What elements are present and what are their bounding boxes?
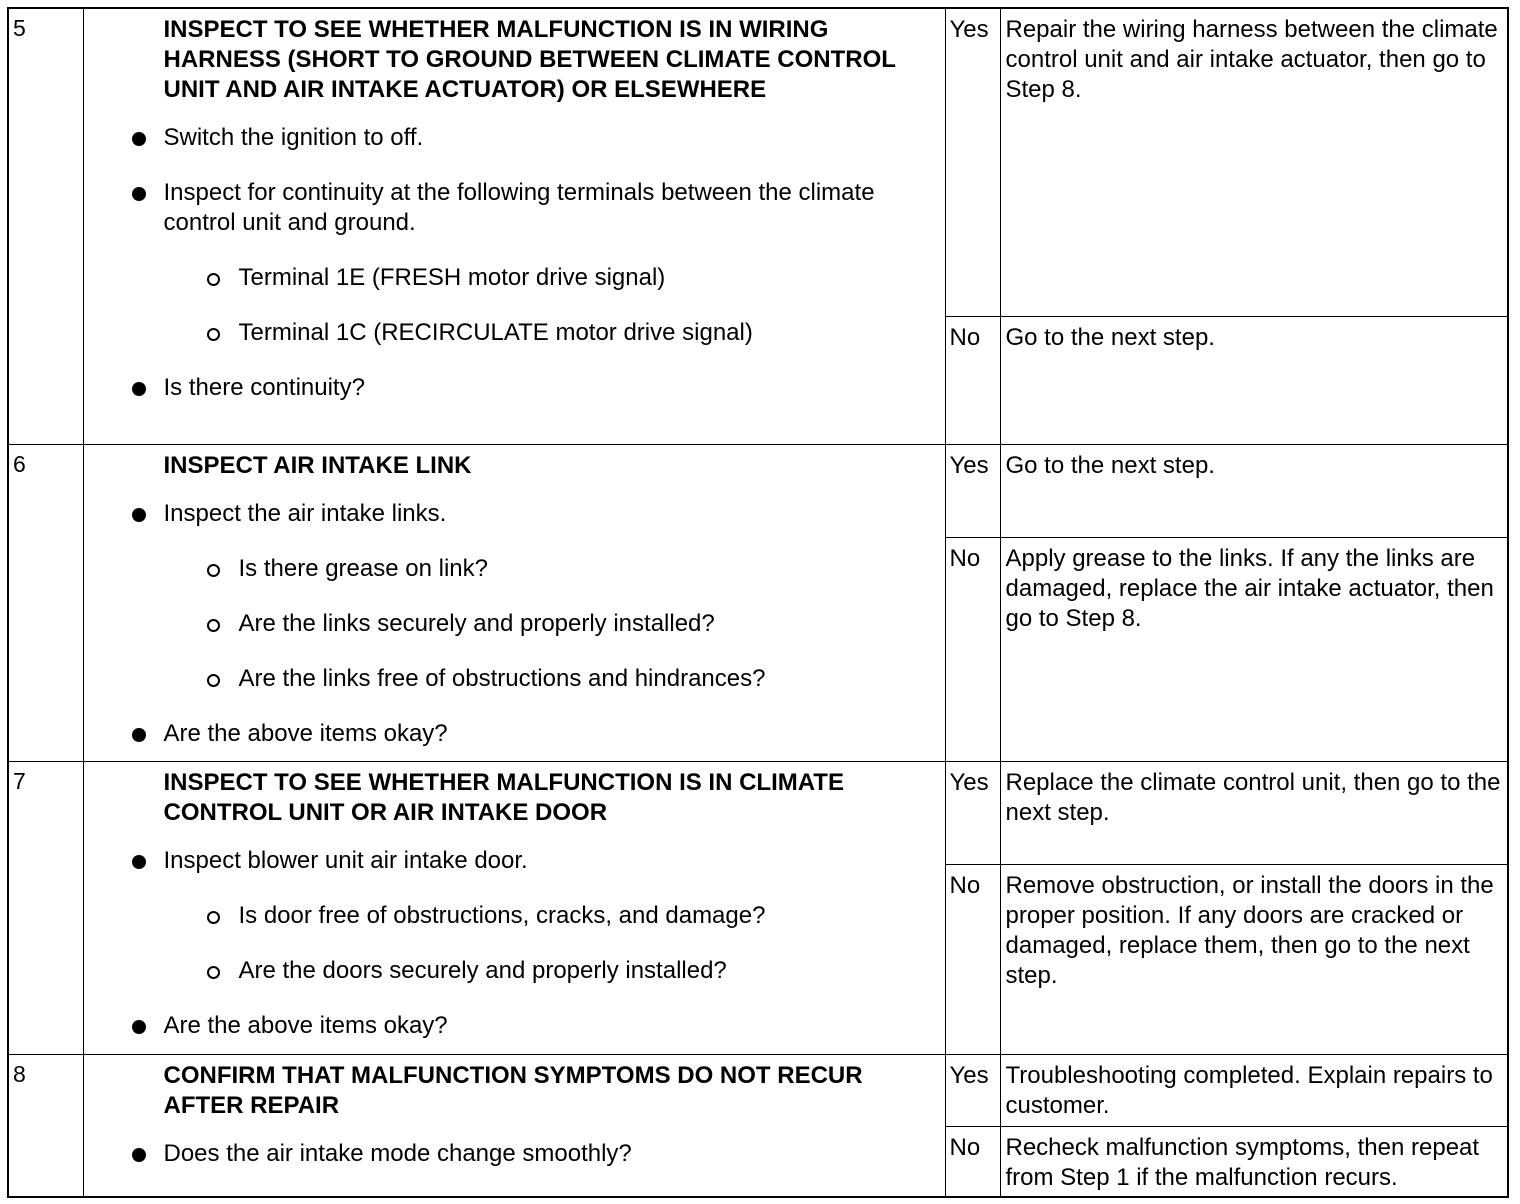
- step-row: [8, 8, 1508, 316]
- step-number: 6: [8, 444, 83, 761]
- bullet-icon: [132, 187, 146, 201]
- bullet-icon: [132, 132, 146, 146]
- bullet-icon: [132, 508, 146, 522]
- yes-label: Yes: [945, 1054, 1000, 1126]
- no-result: Recheck malfunction symptoms, then repeat from Step 1 if the malfunction recurs.: [1000, 1126, 1508, 1197]
- bullet-item: [84, 123, 909, 153]
- step-action: [83, 444, 945, 761]
- bullet-icon: [132, 382, 146, 396]
- no-label: No: [945, 1126, 1000, 1197]
- circle-bullet-icon: [207, 328, 220, 341]
- bullet-text: Inspect for continuity at the following terminals between the climate control unit and ground.: [163, 179, 875, 236]
- bullet-text: Inspect blower unit air intake door.: [163, 846, 528, 874]
- sub-item: [84, 901, 909, 931]
- troubleshooting-table: [7, 7, 1509, 1198]
- circle-bullet-icon: [207, 966, 220, 979]
- yes-result: Repair the wiring harness between the climate control unit and air intake actuator, then go to Step 8.: [1000, 8, 1508, 316]
- bullet-text: Inspect the air intake links.: [163, 499, 447, 527]
- yes-result: Go to the next step.: [1000, 444, 1508, 537]
- sub-item: [84, 318, 909, 348]
- no-result: Go to the next step.: [1000, 316, 1508, 444]
- sub-text: Are the links securely and properly installed?: [238, 609, 715, 637]
- bullet-text: Are the above items okay?: [163, 1011, 448, 1039]
- sub-text: Is there grease on link?: [238, 554, 488, 582]
- bullet-item: [84, 719, 909, 749]
- bullet-item: [84, 1011, 909, 1041]
- yes-result: Troubleshooting completed. Explain repairs to customer.: [1000, 1054, 1508, 1126]
- no-result: Remove obstruction, or install the doors in the proper position. If any doors are cracked or damaged, replace them, then go to the next step.: [1000, 864, 1508, 1054]
- circle-bullet-icon: [207, 619, 220, 632]
- sub-item: [84, 609, 909, 639]
- bullet-item: [84, 178, 909, 238]
- yes-label: Yes: [945, 8, 1000, 316]
- step-row: [8, 761, 1508, 864]
- no-label: No: [945, 537, 1000, 761]
- sub-item: [84, 956, 909, 986]
- circle-bullet-icon: [207, 911, 220, 924]
- sub-text: Is door free of obstructions, cracks, and damage?: [238, 901, 766, 929]
- circle-bullet-icon: [207, 674, 220, 687]
- yes-label: Yes: [945, 444, 1000, 537]
- bullet-text: Is there continuity?: [163, 374, 365, 401]
- step-number: 7: [8, 761, 83, 1054]
- step-title: CONFIRM THAT MALFUNCTION SYMPTOMS DO NOT RECUR AFTER REPAIR: [163, 1061, 863, 1119]
- bullet-text: Does the air intake mode change smoothly?: [163, 1139, 632, 1167]
- step-number: 8: [8, 1054, 83, 1197]
- bullet-item: [84, 499, 909, 529]
- circle-bullet-icon: [207, 273, 220, 286]
- step-title: INSPECT TO SEE WHETHER MALFUNCTION IS IN WIRING HARNESS (SHORT TO GROUND BETWEEN CLIMATE CONTROL UNIT AND AIR INTAKE ACTUATOR) OR ELSEWHERE: [163, 16, 896, 103]
- step-row: [8, 444, 1508, 537]
- no-label: No: [945, 864, 1000, 1054]
- sub-text: Terminal 1E (FRESH motor drive signal): [238, 264, 666, 291]
- no-label: No: [945, 316, 1000, 444]
- bullet-icon: [132, 1020, 146, 1034]
- sub-item: [84, 664, 909, 694]
- step-title: INSPECT TO SEE WHETHER MALFUNCTION IS IN CLIMATE CONTROL UNIT OR AIR INTAKE DOOR: [163, 768, 844, 826]
- bullet-text: Switch the ignition to off.: [163, 124, 424, 151]
- step-row: [8, 1054, 1508, 1126]
- step-title: INSPECT AIR INTAKE LINK: [163, 451, 472, 479]
- step-number: 5: [8, 8, 83, 444]
- bullet-item: [84, 373, 909, 403]
- bullet-text: Are the above items okay?: [163, 719, 448, 747]
- sub-text: Are the links free of obstructions and hindrances?: [238, 664, 766, 692]
- circle-bullet-icon: [207, 564, 220, 577]
- yes-result: Replace the climate control unit, then go to the next step.: [1000, 761, 1508, 864]
- sub-text: Are the doors securely and properly installed?: [238, 956, 727, 984]
- step-action: [83, 761, 945, 1054]
- bullet-item: [84, 1139, 909, 1169]
- bullet-icon: [132, 1148, 146, 1162]
- bullet-icon: [132, 728, 146, 742]
- step-action: [83, 8, 945, 444]
- sub-item: [84, 554, 909, 584]
- step-action: [83, 1054, 945, 1197]
- bullet-item: [84, 846, 909, 876]
- no-result: Apply grease to the links. If any the links are damaged, replace the air intake actuator, then go to Step 8.: [1000, 537, 1508, 761]
- sub-item: [84, 263, 909, 293]
- bullet-icon: [132, 855, 146, 869]
- sub-text: Terminal 1C (RECIRCULATE motor drive signal): [238, 319, 753, 346]
- yes-label: Yes: [945, 761, 1000, 864]
